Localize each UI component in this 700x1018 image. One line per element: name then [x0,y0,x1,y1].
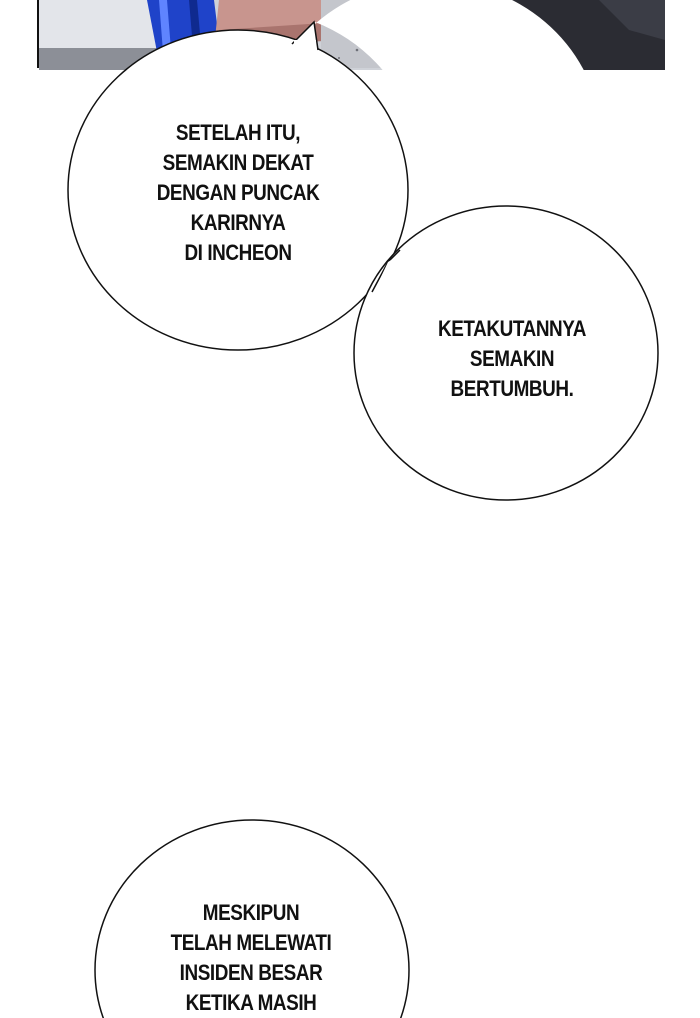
bubble-1-line-5: DI INCHEON [184,240,292,265]
speech-bubble-1-text [135,118,341,268]
bubble-2-line-2: SEMAKIN [469,346,555,371]
bubble-3-line-4: KETIKA MASIH [185,990,317,1015]
bubble-1-line-1: SETELAH ITU, [175,120,301,145]
bubble-2-line-3: BERTUMBUH. [450,376,574,401]
speech-bubble-3-text [148,898,354,1018]
bubble-1-line-2: SEMAKIN DEKAT [162,150,314,175]
bubble-3-line-3: INSIDEN BESAR [179,960,323,985]
bubble-3-line-2: TELAH MELEWATI [170,930,332,955]
speech-bubble-2-text [409,314,615,404]
bubble-3-line-1: MESKIPUN [202,900,300,925]
bubble-1-line-4: KARIRNYA [190,210,286,235]
bubble-1-line-3: DENGAN PUNCAK [156,180,320,205]
bubble-2-line-1: KETAKUTANNYA [438,316,586,341]
